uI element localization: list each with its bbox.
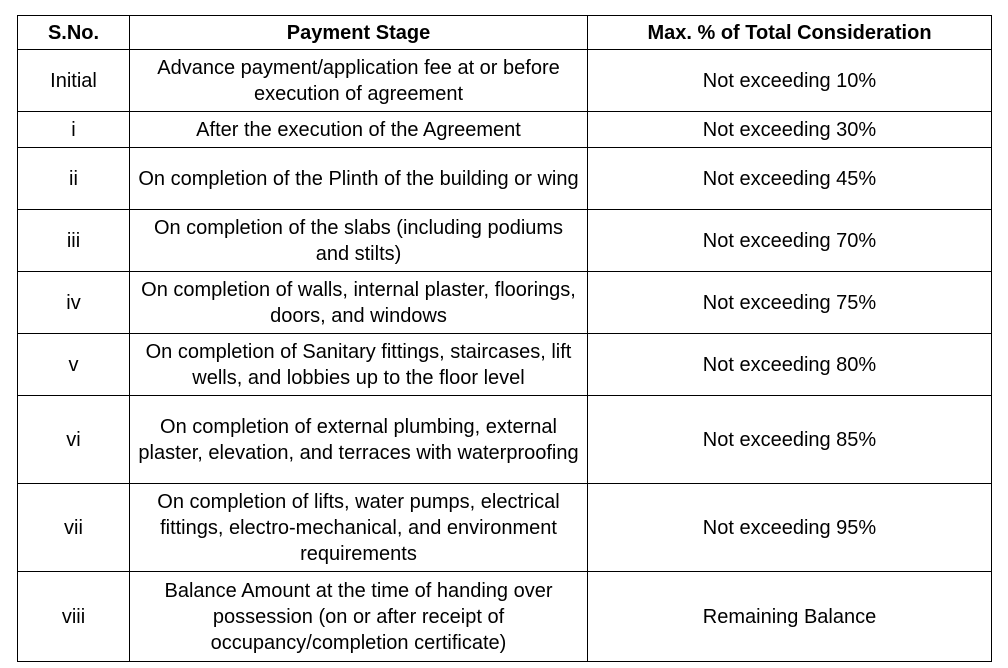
table-row xyxy=(18,50,992,112)
cell-sno: viii xyxy=(18,572,130,662)
cell-max-percent: Not exceeding 45% xyxy=(588,148,992,210)
cell-sno: i xyxy=(18,112,130,148)
cell-payment-stage: On completion of external plumbing, external plaster, elevation, and terraces with waterproofing xyxy=(130,396,588,484)
cell-max-percent: Remaining Balance xyxy=(588,572,992,662)
cell-payment-stage: On completion of walls, internal plaster, floorings, doors, and windows xyxy=(130,272,588,334)
cell-max-percent: Not exceeding 85% xyxy=(588,396,992,484)
table-row xyxy=(18,572,992,662)
cell-max-percent: Not exceeding 30% xyxy=(588,112,992,148)
cell-sno: ii xyxy=(18,148,130,210)
header-max-percent: Max. % of Total Consideration xyxy=(588,16,992,50)
header-sno: S.No. xyxy=(18,16,130,50)
table-row xyxy=(18,148,992,210)
table-row xyxy=(18,484,992,572)
cell-payment-stage: Advance payment/application fee at or before execution of agreement xyxy=(130,50,588,112)
cell-sno: vi xyxy=(18,396,130,484)
cell-payment-stage: On completion of Sanitary fittings, staircases, lift wells, and lobbies up to the floor level xyxy=(130,334,588,396)
cell-max-percent: Not exceeding 95% xyxy=(588,484,992,572)
cell-payment-stage: On completion of the Plinth of the building or wing xyxy=(130,148,588,210)
cell-max-percent: Not exceeding 80% xyxy=(588,334,992,396)
header-row xyxy=(18,16,992,50)
cell-sno: vii xyxy=(18,484,130,572)
table-row xyxy=(18,396,992,484)
cell-sno: Initial xyxy=(18,50,130,112)
table-row xyxy=(18,112,992,148)
cell-payment-stage: On completion of lifts, water pumps, electrical fittings, electro-mechanical, and environment requirements xyxy=(130,484,588,572)
header-payment-stage: Payment Stage xyxy=(130,16,588,50)
cell-payment-stage: After the execution of the Agreement xyxy=(130,112,588,148)
cell-payment-stage: On completion of the slabs (including podiums and stilts) xyxy=(130,210,588,272)
table-row xyxy=(18,272,992,334)
cell-max-percent: Not exceeding 75% xyxy=(588,272,992,334)
cell-sno: v xyxy=(18,334,130,396)
cell-sno: iii xyxy=(18,210,130,272)
table-row xyxy=(18,334,992,396)
cell-payment-stage: Balance Amount at the time of handing over possession (on or after receipt of occupancy/completion certificate) xyxy=(130,572,588,662)
cell-max-percent: Not exceeding 70% xyxy=(588,210,992,272)
payment-schedule-table xyxy=(17,15,992,662)
table-row xyxy=(18,210,992,272)
cell-sno: iv xyxy=(18,272,130,334)
cell-max-percent: Not exceeding 10% xyxy=(588,50,992,112)
